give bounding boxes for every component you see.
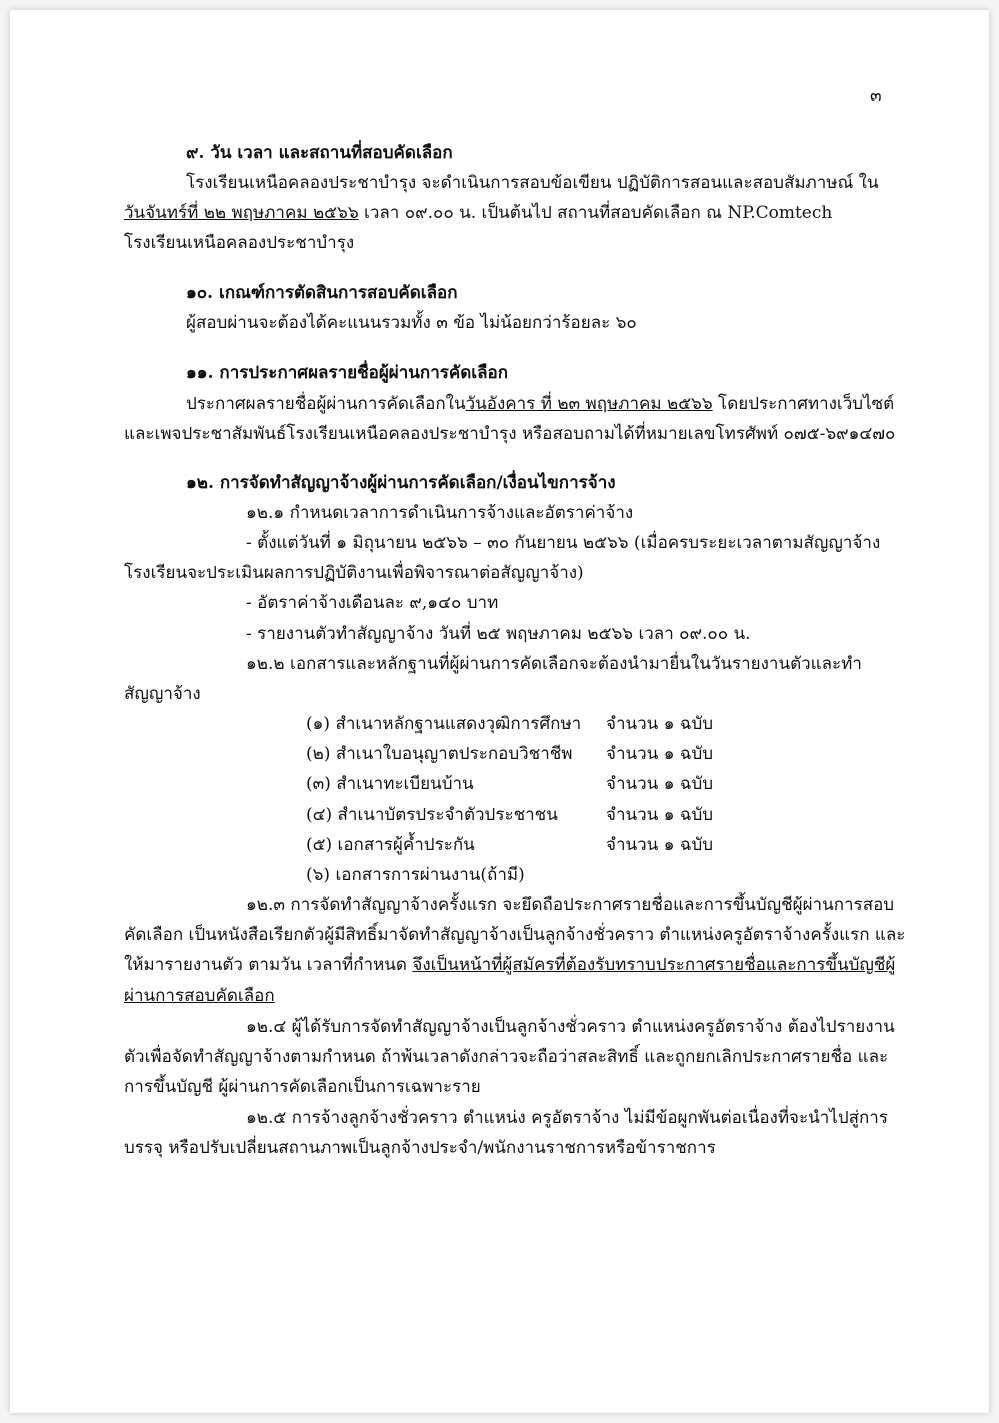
document-item-2-qty: จำนวน ๑ ฉบับ xyxy=(606,744,714,764)
section-11-heading: ๑๑. การประกาศผลรายชื่อผู้ผ่านการคัดเลือก xyxy=(186,363,509,383)
section-12-1-bullet-3: - รายงานตัวทำสัญญาจ้าง วันที่ ๒๕ พฤษภาคม ๒๕๖๖ เวลา ๐๙.๐๐ น. xyxy=(246,624,751,644)
section-12-4-line-3: การขึ้นบัญชี ผู้ผ่านการคัดเลือกเป็นการเฉพาะราย xyxy=(124,1077,481,1097)
section-12-3-line-4: ผ่านการสอบคัดเลือก xyxy=(124,986,275,1006)
section-12-3-line-2: คัดเลือก เป็นหนังสือเรียกตัวผู้มีสิทธิ์มาจัดทำสัญญาจ้างเป็นลูกจ้างชั่วคราว ตำแหน่งครูอัตราจ้างครั้งแรก และ xyxy=(124,925,906,945)
exam-date: วันจันทร์ที่ ๒๒ พฤษภาคม ๒๕๖๖ xyxy=(124,203,359,223)
announce-channel: โดยประกาศทางเว็บไซต์ xyxy=(712,394,895,414)
section-9-line-3: โรงเรียนเหนือคลองประชาบำรุง xyxy=(124,233,355,253)
page-number: ๓ xyxy=(870,86,882,106)
announce-date: วันอังคาร ที่ ๒๓ พฤษภาคม ๒๕๖๖ xyxy=(465,394,713,414)
document-page xyxy=(10,10,989,1413)
section-12-4-line-1: ๑๒.๔ ผู้ได้รับการจัดทำสัญญาจ้างเป็นลูกจ้างชั่วคราว ตำแหน่งครูอัตราจ้าง ต้องไปรายงาน xyxy=(246,1017,895,1037)
section-12-2-line-1: ๑๒.๒ เอกสารและหลักฐานที่ผู้ผ่านการคัดเลือกจะต้องนำมายื่นในวันรายงานตัวและทำ xyxy=(246,654,862,674)
section-12-1-title: ๑๒.๑ กำหนดเวลาการดำเนินการจ้างและอัตราค่าจ้าง xyxy=(246,503,634,523)
document-item-6-name: (๖) เอกสารการผ่านงาน(ถ้ามี) xyxy=(306,865,525,885)
section-12-1-bullet-1-cont: โรงเรียนจะประเมินผลการปฏิบัติงานเพื่อพิจารณาต่อสัญญาจ้าง) xyxy=(124,563,584,583)
section-11-line-1 xyxy=(186,393,894,415)
section-12-1-bullet-1: - ตั้งแต่วันที่ ๑ มิถุนายน ๒๕๖๖ – ๓๐ กันยายน ๒๕๖๖ (เมื่อครบระยะเวลาตามสัญญาจ้าง xyxy=(246,533,881,553)
section-12-4-line-2: ตัวเพื่อจัดทำสัญญาจ้างตามกำหนด ถ้าพ้นเวลาดังกล่าวจะถือว่าสละสิทธิ์ และถูกยกเลิกประกาศรายชื่อ และ xyxy=(124,1047,889,1067)
document-item-3-name: (๓) สำเนาทะเบียนบ้าน xyxy=(306,774,474,794)
section-10-line-1: ผู้สอบผ่านจะต้องได้คะแนนรวมทั้ง ๓ ข้อ ไม่น้อยกว่าร้อยละ ๖๐ xyxy=(186,313,637,333)
report-instruction: ให้มารายงานตัว ตามวัน เวลาที่กำหนด xyxy=(124,955,413,975)
document-item-3-qty: จำนวน ๑ ฉบับ xyxy=(606,774,714,794)
exam-time-location: เวลา ๐๙.๐๐ น. เป็นต้นไป สถานที่สอบคัดเลือก ณ NP.Comtech xyxy=(358,203,833,223)
document-item-1-qty: จำนวน ๑ ฉบับ xyxy=(606,714,714,734)
section-10-heading: ๑๐. เกณฑ์การตัดสินการสอบคัดเลือก xyxy=(186,283,458,303)
section-12-2-line-2: สัญญาจ้าง xyxy=(124,684,201,704)
document-item-5-name: (๕) เอกสารผู้ค้ำประกัน xyxy=(306,835,475,855)
section-12-5-line-2: บรรจุ หรือปรับเปลี่ยนสถานภาพเป็นลูกจ้างประจำ/พนักงานราชการหรือข้าราชการ xyxy=(124,1138,716,1158)
announce-text: ประกาศผลรายชื่อผู้ผ่านการคัดเลือกใน xyxy=(186,394,466,414)
section-9-line-1: โรงเรียนเหนือคลองประชาบำรุง จะดำเนินการสอบข้อเขียน ปฏิบัติการสอนและสอบสัมภาษณ์ ใน xyxy=(186,173,879,193)
document-item-5-qty: จำนวน ๑ ฉบับ xyxy=(606,835,714,855)
section-11-line-2: และเพจประชาสัมพันธ์โรงเรียนเหนือคลองประชาบำรุง หรือสอบถามได้ที่หมายเลขโทรศัพท์ ๐๗๕-๖๙๑๔๗๐ xyxy=(124,424,896,444)
section-12-1-bullet-2: - อัตราค่าจ้างเดือนละ ๙,๑๔๐ บาท xyxy=(246,593,499,613)
section-12-heading: ๑๒. การจัดทำสัญญาจ้างผู้ผ่านการคัดเลือก/เงื่อนไขการจ้าง xyxy=(186,473,616,493)
document-item-2-name: (๒) สำเนาใบอนุญาตประกอบวิชาชีพ xyxy=(306,744,573,764)
document-item-4-name: (๔) สำเนาบัตรประจำตัวประชาชน xyxy=(306,805,558,825)
section-9-line-2 xyxy=(124,202,832,224)
section-12-5-line-1: ๑๒.๕ การจ้างลูกจ้างชั่วคราว ตำแหน่ง ครูอัตราจ้าง ไม่มีข้อผูกพันต่อเนื่องที่จะนำไปสู่การ xyxy=(246,1108,888,1128)
section-9-heading: ๙. วัน เวลา และสถานที่สอบคัดเลือก xyxy=(186,143,453,163)
section-12-3-line-1: ๑๒.๓ การจัดทำสัญญาจ้างครั้งแรก จะยึดถือประกาศรายชื่อและการขึ้นบัญชีผู้ผ่านการสอบ xyxy=(246,895,895,915)
applicant-duty-notice: จึงเป็นหน้าที่ผู้สมัครที่ต้องรับทราบประกาศรายชื่อและการขึ้นบัญชีผู้ xyxy=(412,955,896,975)
document-item-1-name: (๑) สำเนาหลักฐานแสดงวุฒิการศึกษา xyxy=(306,714,582,734)
document-item-4-qty: จำนวน ๑ ฉบับ xyxy=(606,805,714,825)
section-12-3-line-3 xyxy=(124,954,895,976)
